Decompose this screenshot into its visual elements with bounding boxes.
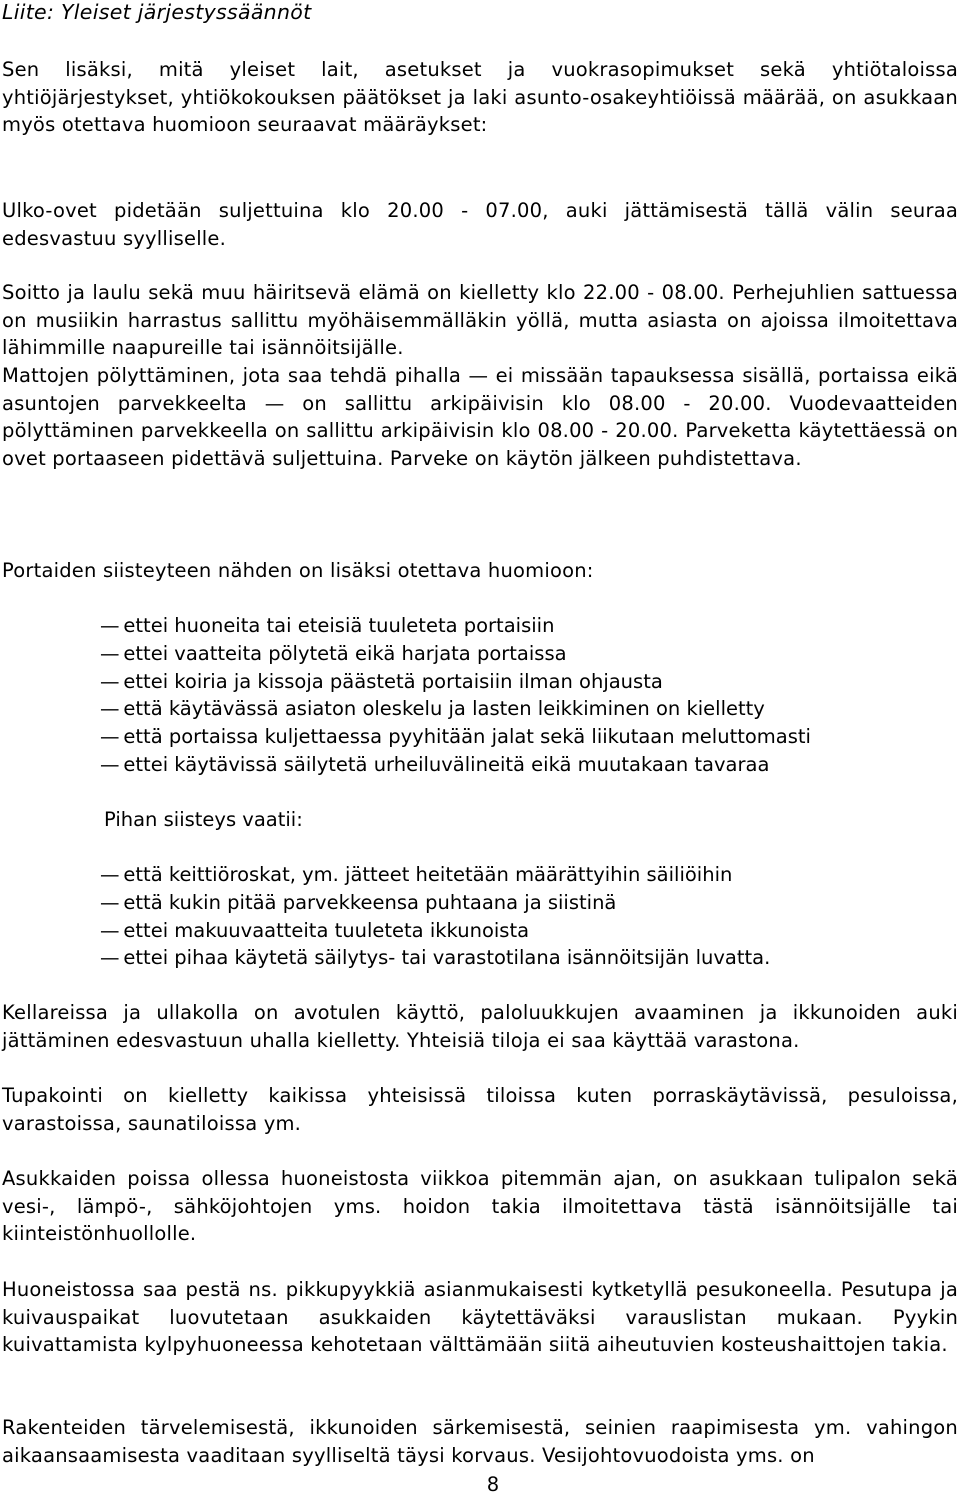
- list-item: — että kukin pitää parvekkeensa puhtaana ja siistinä: [100, 889, 900, 917]
- noise-paragraph: Soitto ja laulu sekä muu häiritsevä elämä on kielletty klo 22.00 - 08.00. Perhejuhlien sattuessa on musiikin harrastus sallittu myöhäisemmälläkin yöllä, mutta asiasta on ajoissa ilmoitettava lähimmille naapureille tai isännöitsijälle.: [2, 281, 958, 360]
- list-item: — ettei koiria ja kissoja päästetä portaisiin ilman ohjausta: [100, 668, 900, 696]
- list-item: — että keittiöroskat, ym. jätteet heitetään määrättyihin säiliöihin: [100, 861, 900, 889]
- list-item: — että käytävässä asiaton oleskelu ja lasten leikkiminen on kielletty: [100, 695, 900, 723]
- laundry-paragraph: Huoneistossa saa pestä ns. pikkupyykkiä asianmukaisesti kytketyllä pesukoneella. Pesutupa ja kuivauspaikat luovutetaan asukkaiden käytettäväksi varauslistan mukaan. Pyykin kuivattamista kylpyhuoneessa kehotetaan välttämään siitä aiheutuvien kosteushaittojen takia.: [2, 1278, 958, 1357]
- doors-paragraph: Ulko-ovet pidetään suljettuina klo 20.00 - 07.00, auki jättämisestä tällä välin seuraa edesvastuu syylliselle.: [2, 199, 958, 250]
- yard-intro: Pihan siisteys vaatii:: [104, 808, 303, 831]
- list-item: — ettei vaatteita pölytetä eikä harjata portaissa: [100, 640, 900, 668]
- smoking-paragraph: Tupakointi on kielletty kaikissa yhteisissä tiloissa kuten porraskäytävissä, pesuloissa, varastoissa, saunatiloissa ym.: [2, 1084, 958, 1135]
- yard-rules-list: [100, 861, 900, 972]
- damage-paragraph: Rakenteiden tärvelemisestä, ikkunoiden särkemisestä, seinien raapimisesta ym. vahingon aikaansaamisesta vaaditaan syylliseltä täysi korvaus. Vesijohtovuodoista yms. on: [2, 1416, 958, 1467]
- page-title: Liite: Yleiset järjestyssäännöt: [2, 0, 312, 24]
- intro-paragraph: Sen lisäksi, mitä yleiset lait, asetukset ja vuokrasopimukset sekä yhtiötaloissa yhtiöjärjestykset, yhtiökokouksen päätökset ja laki asunto-osakeyhtiöissä määrää, on asukkaan myös otettava huomioon seuraavat määräykset:: [2, 58, 958, 137]
- stairs-rules-list: [100, 612, 900, 779]
- list-item: — ettei makuuvaatteita tuuleteta ikkunoista: [100, 917, 900, 945]
- page-number: 8: [486, 1473, 500, 1496]
- list-item: — että portaissa kuljettaessa pyyhitään jalat sekä liikutaan meluttomasti: [100, 723, 900, 751]
- absence-paragraph: Asukkaiden poissa ollessa huoneistosta viikkoa pitemmän ajan, on asukkaan tulipalon sekä vesi-, lämpö-, sähköjohtojen yms. hoidon takia ilmoitettava tästä isännöitsijälle tai kiinteistönhuollolle.: [2, 1167, 958, 1246]
- cellars-paragraph: Kellareissa ja ullakolla on avotulen käyttö, paloluukkujen avaaminen ja ikkunoiden auki jättäminen edesvastuun uhalla kielletty. Yhteisiä tiloja ei saa käyttää varastona.: [2, 1001, 958, 1052]
- list-item: — ettei käytävissä säilytetä urheiluvälineitä eikä muutakaan tavaraa: [100, 751, 900, 779]
- list-item: — ettei pihaa käytetä säilytys- tai varastotilana isännöitsijän luvatta.: [100, 944, 900, 972]
- stairs-intro: Portaiden siisteyteen nähden on lisäksi otettava huomioon:: [2, 559, 594, 582]
- list-item: — ettei huoneita tai eteisiä tuuleteta portaisiin: [100, 612, 900, 640]
- carpets-paragraph: Mattojen pölyttäminen, jota saa tehdä pihalla — ei missään tapauksessa sisällä, portaissa eikä asuntojen parvekkeelta — on sallittu arkipäivisin klo 08.00 - 20.00. Vuodevaatteiden pölyttäminen parvekkeella on sallittu arkipäivisin klo 08.00 - 20.00. Parveketta käytettäessä on ovet portaaseen pidettävä suljettuina. Parveke on käytön jälkeen puhdistettava.: [2, 364, 958, 470]
